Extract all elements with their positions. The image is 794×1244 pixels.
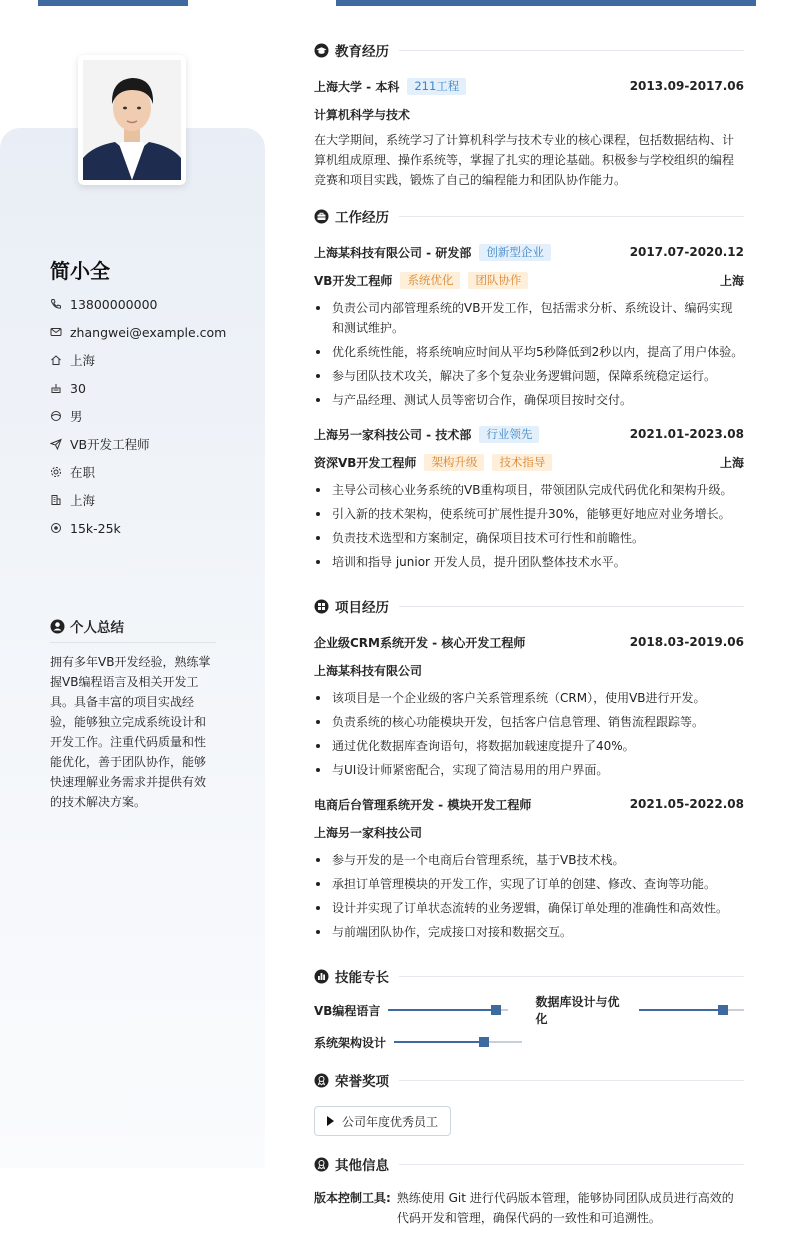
- email-text: zhangwei@example.com: [70, 324, 227, 340]
- building-icon: [50, 494, 62, 506]
- info-target-city: [50, 486, 226, 514]
- skill-level-fill: [639, 1009, 723, 1011]
- phone-icon: [50, 298, 62, 310]
- mail-icon: [50, 326, 62, 338]
- grid-icon: [314, 599, 329, 614]
- skills-heading: [314, 966, 744, 986]
- job-duties: [314, 298, 744, 410]
- project-date: 2018.03-2019.06: [629, 635, 744, 649]
- other-title: 其他信息: [335, 1158, 389, 1174]
- project-name: 企业级CRM系统开发 - 核心开发工程师: [314, 635, 526, 650]
- location-text: 上海: [70, 353, 96, 368]
- list-item: 该项目是一个企业级的客户关系管理系统（CRM），使用VB进行开发。: [314, 688, 744, 708]
- top-accent-bar-left: [38, 0, 188, 6]
- job-skill-tag: 架构升级: [424, 454, 484, 471]
- info-salary: [50, 514, 226, 542]
- list-item: 主导公司核心业务系统的VB重构项目，带领团队完成代码优化和架构升级。: [314, 480, 744, 500]
- list-item: 与产品经理、测试人员等密切合作，确保项目按时交付。: [314, 390, 744, 410]
- skill-level-bar: [388, 1009, 508, 1011]
- project-entry: [314, 790, 744, 942]
- skill-item: [314, 1034, 522, 1051]
- divider: [399, 216, 744, 217]
- top-accent-bar-right: [336, 0, 756, 6]
- summary-text: 拥有多年VB开发经验，熟练掌握VB编程语言及相关开发工具。具备丰富的项目实战经验，能够独立完成系统设计和开发工作。注重代码质量和性能优化，善于团队协作，能够快速理解业务需求并提供有效的技术解决方案。: [50, 655, 211, 809]
- gender-icon: [50, 410, 62, 422]
- list-item: 引入新的技术架构，使系统可扩展性提升30%，能够更好地应对业务增长。: [314, 504, 744, 524]
- job-role: VB开发工程师: [314, 273, 393, 288]
- skill-name: 系统架构设计: [314, 1035, 387, 1050]
- status-text: 在职: [70, 465, 96, 480]
- other-item-value: 熟练使用 Git 进行代码版本管理，能够协同团队成员进行高效的代码开发和管理，确保代码的一致性和可追溯性。: [396, 1191, 734, 1225]
- other-heading: [314, 1154, 744, 1174]
- job-company-tag: 创新型企业: [479, 244, 551, 261]
- summary-title: 个人总结: [70, 620, 124, 636]
- skill-level-knob: [718, 1005, 728, 1015]
- award-icon: [314, 1073, 329, 1088]
- skills-row: [314, 1034, 744, 1050]
- project-name: 电商后台管理系统开发 - 模块开发工程师: [314, 797, 532, 812]
- contact-info-list: [50, 290, 226, 542]
- skill-name: 数据库设计与优化: [535, 995, 620, 1026]
- skill-level-fill: [388, 1009, 496, 1011]
- list-item: 优化系统性能，将系统响应时间从平均5秒降低到2秒以内，提高了用户体验。: [314, 342, 744, 362]
- list-item: 参与团队技术攻关，解决了多个复杂业务逻辑问题，保障系统稳定运行。: [314, 366, 744, 386]
- summary-heading: [50, 616, 216, 643]
- skill-item: [536, 993, 745, 1027]
- divider: [399, 976, 744, 977]
- divider: [399, 1164, 744, 1165]
- cake-icon: [50, 382, 62, 394]
- skill-item: [314, 1002, 514, 1019]
- skill-level-fill: [394, 1041, 484, 1043]
- education-heading: [314, 40, 744, 60]
- projects-heading: [314, 596, 744, 616]
- job-duties: [314, 480, 744, 572]
- skill-level-knob: [491, 1005, 501, 1015]
- school-tag: 211工程: [407, 78, 466, 95]
- other-item-key: 版本控制工具:: [314, 1191, 391, 1205]
- skills-row: [314, 995, 744, 1026]
- project-duties: [314, 850, 744, 942]
- awards-title: 荣誉奖项: [335, 1074, 389, 1090]
- work-heading: [314, 206, 744, 226]
- awards-list: [314, 1106, 744, 1136]
- education-row: [314, 72, 744, 100]
- position-text: VB开发工程师: [70, 437, 150, 452]
- bar-chart-icon: [314, 969, 329, 984]
- skill-level-bar: [394, 1041, 522, 1043]
- salary-text: 15k-25k: [70, 520, 121, 536]
- list-item: 通过优化数据库查询语句，将数据加载速度提升了40%。: [314, 736, 744, 756]
- job-company: 上海某科技有限公司 - 研发部: [314, 245, 472, 260]
- send-icon: [50, 438, 62, 450]
- award-name: 公司年度优秀员工: [342, 1114, 439, 1129]
- list-item: 负责系统的核心功能模块开发，包括客户信息管理、销售流程跟踪等。: [314, 712, 744, 732]
- awards-heading: [314, 1070, 744, 1090]
- major-row: [314, 100, 744, 128]
- target-city-text: 上海: [70, 493, 96, 508]
- job-company: 上海另一家科技公司 - 技术部: [314, 427, 472, 442]
- project-duties: [314, 688, 744, 780]
- project-company-row: [314, 656, 744, 684]
- list-item: 负责公司内部管理系统的VB开发工作，包括需求分析、系统设计、编码实现和测试维护。: [314, 298, 744, 338]
- list-item: 培训和指导 junior 开发人员，提升团队整体技术水平。: [314, 552, 744, 572]
- job-company-tag: 行业领先: [479, 426, 539, 443]
- home-icon: [50, 354, 62, 366]
- job-company-row: [314, 420, 744, 448]
- other-item: [314, 1188, 744, 1228]
- info-age: [50, 374, 226, 402]
- info-location: [50, 346, 226, 374]
- info-phone: [50, 290, 226, 318]
- briefcase-icon: [314, 209, 329, 224]
- job-skill-tag: 系统优化: [400, 272, 460, 289]
- job-role-row: [314, 448, 744, 476]
- award-badge: [314, 1106, 451, 1136]
- job-role: 资深VB开发工程师: [314, 455, 417, 470]
- skill-name: VB编程语言: [314, 1003, 381, 1018]
- major-name: 计算机科学与技术: [314, 107, 411, 122]
- skill-level-knob: [479, 1037, 489, 1047]
- list-item: 负责技术选型和方案制定，确保项目技术可行性和前瞻性。: [314, 528, 744, 548]
- list-item: 参与开发的是一个电商后台管理系统，基于VB技术栈。: [314, 850, 744, 870]
- project-company-row: [314, 818, 744, 846]
- gender-text: 男: [70, 409, 83, 424]
- project-date: 2021.05-2022.08: [629, 797, 744, 811]
- job-city: 上海: [719, 455, 744, 470]
- info-position: [50, 430, 226, 458]
- graduation-cap-icon: [314, 43, 329, 58]
- target-icon: [50, 522, 62, 534]
- info-gender: [50, 402, 226, 430]
- project-company: 上海某科技有限公司: [314, 663, 423, 678]
- job-skill-tag: 技术指导: [492, 454, 552, 471]
- job-date: 2021.01-2023.08: [629, 427, 744, 441]
- info-status: [50, 458, 226, 486]
- project-name-row: [314, 790, 744, 818]
- job-entry: [314, 238, 744, 410]
- education-desc: 在大学期间，系统学习了计算机科学与技术专业的核心课程，包括数据结构、计算机组成原理、操作系统等，掌握了扎实的理论基础。积极参与学校组织的编程竞赛和项目实践，锻炼了自己的编程能力和团队协作能力。: [314, 133, 735, 187]
- sidebar: [0, 128, 265, 1168]
- main-content: [314, 40, 744, 1228]
- user-circle-icon: [50, 619, 65, 634]
- play-icon: [327, 1116, 334, 1126]
- skills-title: 技能专长: [335, 970, 389, 986]
- project-name-row: [314, 628, 744, 656]
- phone-text: 13800000000: [70, 296, 158, 312]
- status-icon: [50, 466, 62, 478]
- work-title: 工作经历: [335, 210, 389, 226]
- avatar: [78, 55, 186, 185]
- education-entry: [314, 72, 744, 190]
- list-item: 承担订单管理模块的开发工作，实现了订单的创建、修改、查询等功能。: [314, 874, 744, 894]
- award-icon: [314, 1157, 329, 1172]
- list-item: 与前端团队协作，完成接口对接和数据交互。: [314, 922, 744, 942]
- job-city: 上海: [719, 273, 744, 288]
- avatar-photo: [83, 60, 181, 180]
- divider: [399, 606, 744, 607]
- job-skill-tag: 团队协作: [468, 272, 528, 289]
- skill-level-bar: [639, 1009, 744, 1011]
- project-company: 上海另一家科技公司: [314, 825, 423, 840]
- projects-title: 项目经历: [335, 600, 389, 616]
- job-entry: [314, 420, 744, 572]
- list-item: 与UI设计师紧密配合，实现了简洁易用的用户界面。: [314, 760, 744, 780]
- info-email: [50, 318, 226, 346]
- education-date: 2013.09-2017.06: [629, 79, 744, 93]
- education-title: 教育经历: [335, 44, 389, 60]
- job-company-row: [314, 238, 744, 266]
- divider: [399, 50, 744, 51]
- project-entry: [314, 628, 744, 780]
- candidate-name: 简小全: [50, 259, 110, 283]
- school-name: 上海大学 - 本科: [314, 79, 400, 94]
- age-text: 30: [70, 380, 86, 396]
- divider: [399, 1080, 744, 1081]
- list-item: 设计并实现了订单状态流转的业务逻辑，确保订单处理的准确性和高效性。: [314, 898, 744, 918]
- job-date: 2017.07-2020.12: [629, 245, 744, 259]
- job-role-row: [314, 266, 744, 294]
